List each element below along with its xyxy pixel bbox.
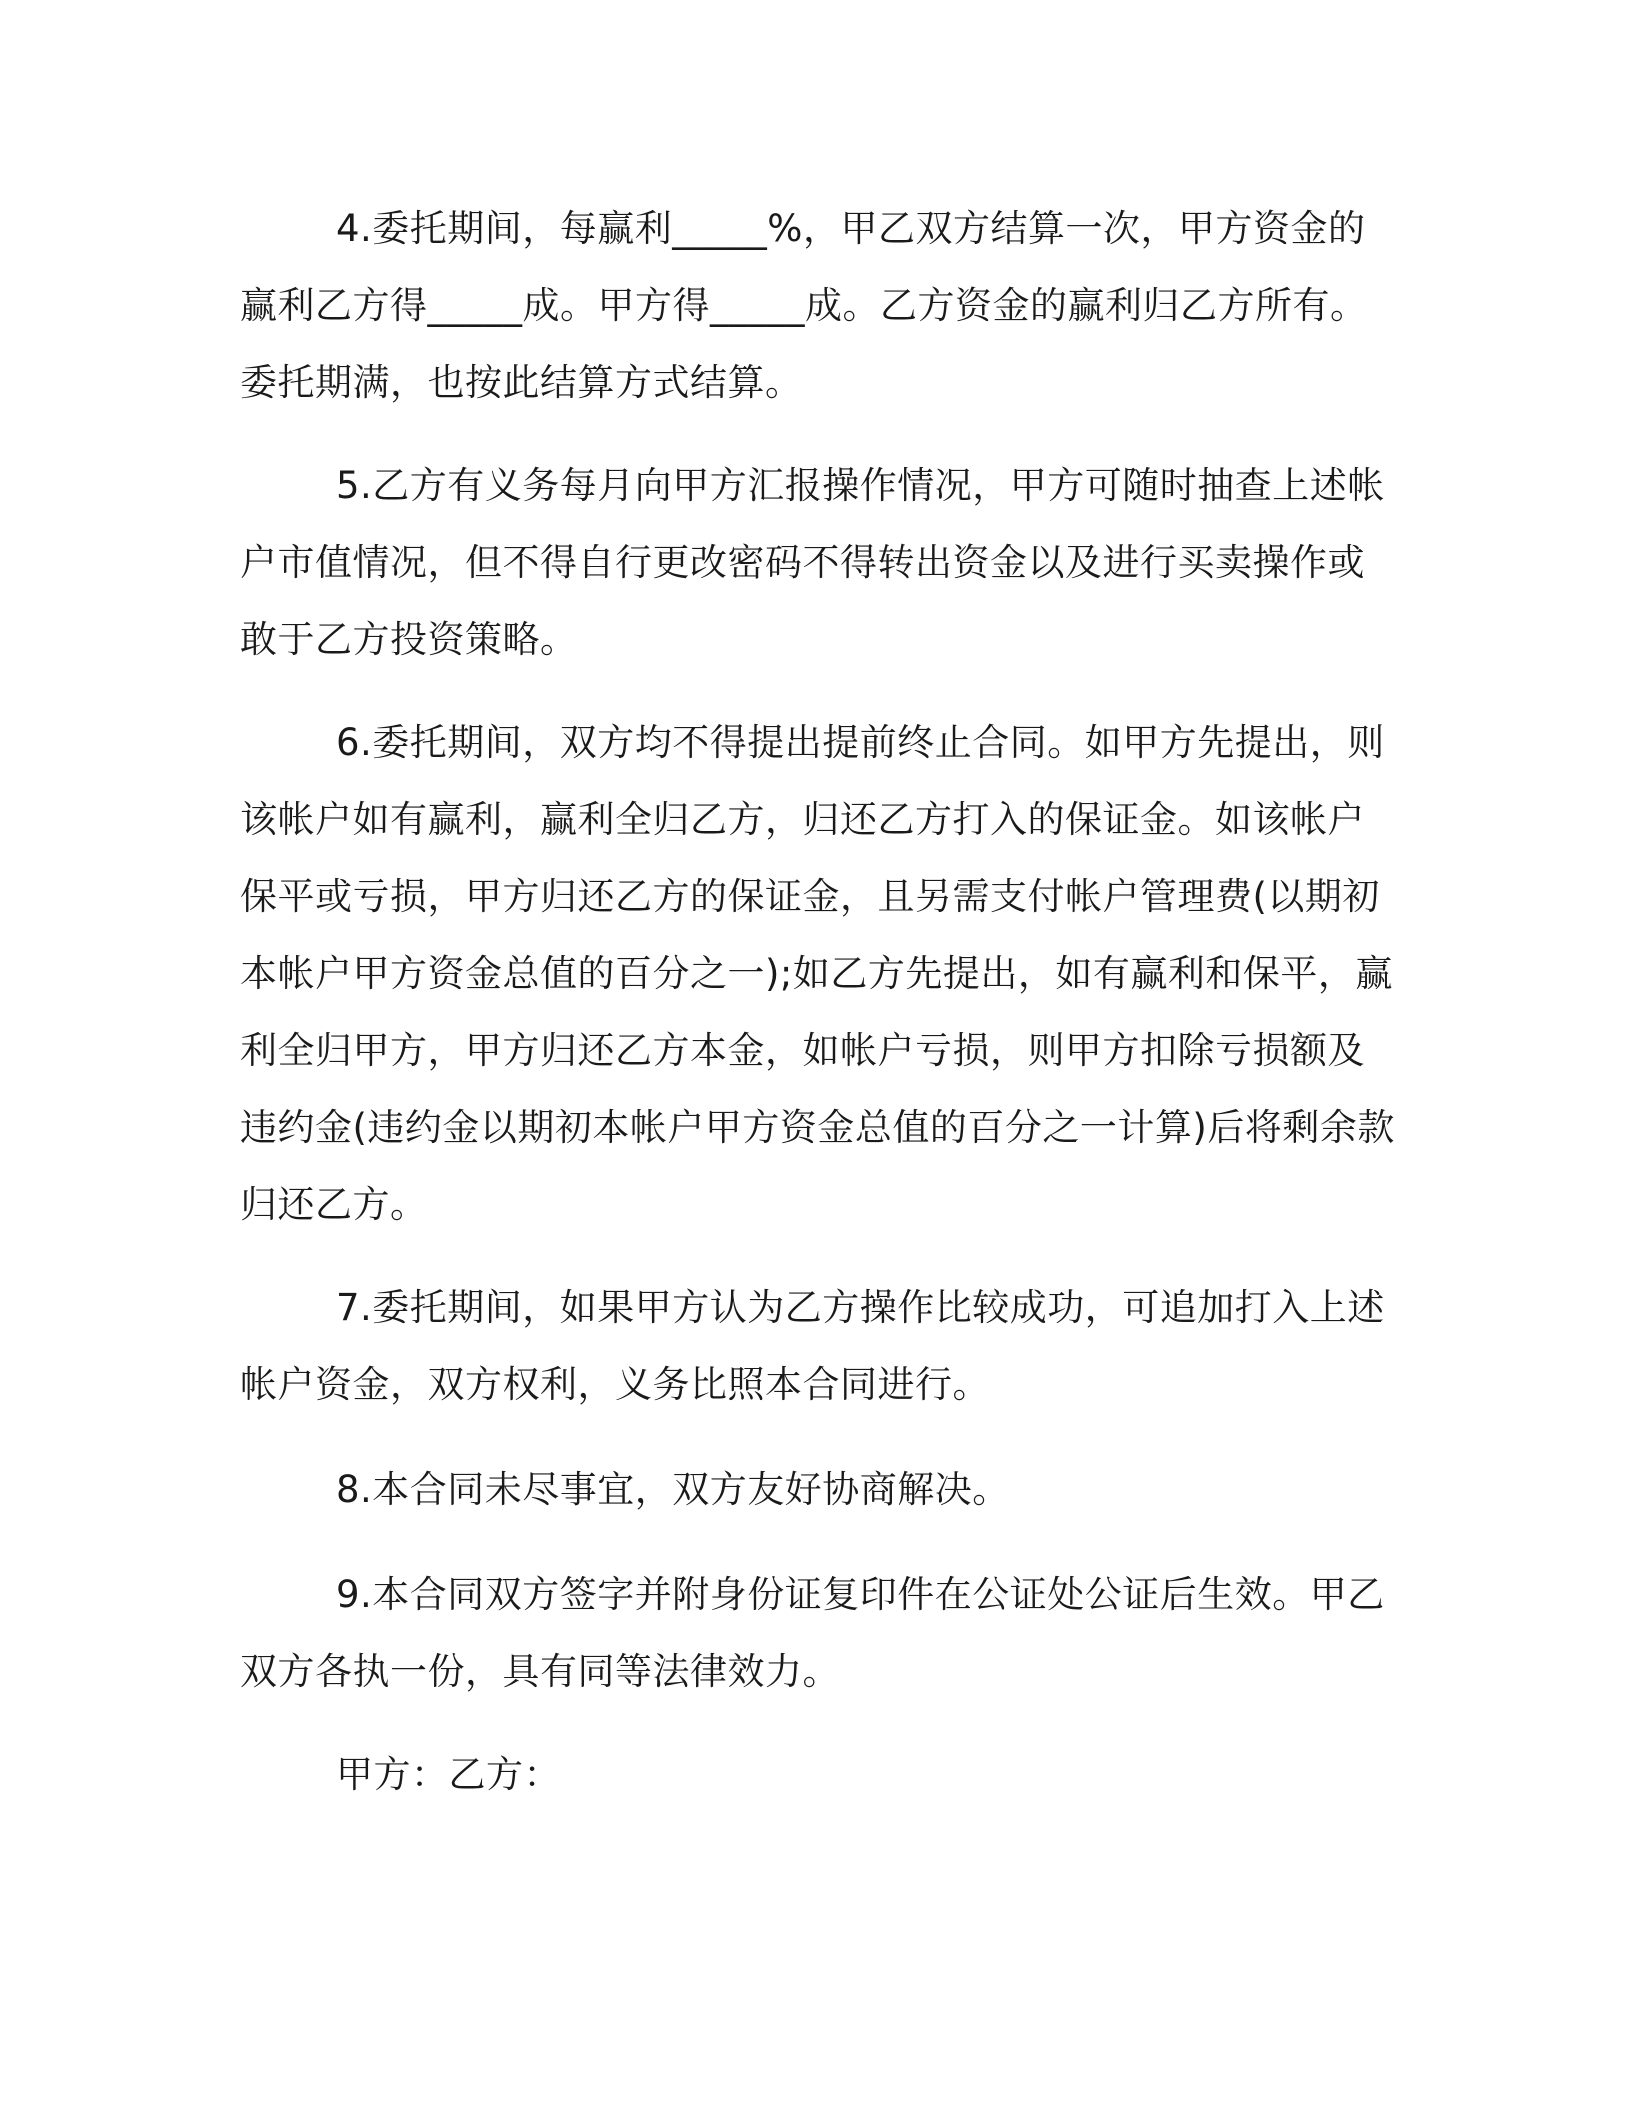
- clause-7: [240, 1269, 1390, 1423]
- clause-line: 7.委托期间，如果甲方认为乙方操作比较成功，可追加打入上述: [336, 1286, 1385, 1329]
- clause-line: 委托期满，也按此结算方式结算。: [240, 361, 803, 404]
- paragraph-spacer: [240, 1423, 1390, 1451]
- clause-line: 6.委托期间，双方均不得提出提前终止合同。如甲方先提出，则: [336, 721, 1385, 764]
- clause-line: 8.本合同未尽事宜，双方友好协商解决。: [336, 1468, 1010, 1511]
- clause-line: 4.委托期间，每赢利_____%，甲乙双方结算一次，甲方资金的: [336, 207, 1366, 250]
- clause-line: 敢于乙方投资策略。: [240, 618, 578, 661]
- paragraph-spacer: [240, 1243, 1390, 1269]
- clause-line: 9.本合同双方签字并附身份证复印件在公证处公证后生效。甲乙: [336, 1573, 1385, 1616]
- signature-block: [240, 1736, 1390, 1813]
- clause-6: [240, 704, 1395, 1243]
- paragraph-spacer: [240, 678, 1390, 704]
- clause-line: 归还乙方。: [240, 1183, 428, 1226]
- signature-parties: 甲方：乙方：: [336, 1753, 561, 1796]
- clause-line: 违约金(违约金以期初本帐户甲方资金总值的百分之一计算)后将剩余款: [240, 1106, 1395, 1149]
- clause-line: 5.乙方有义务每月向甲方汇报操作情况，甲方可随时抽查上述帐: [336, 464, 1385, 507]
- clause-line: 利全归甲方，甲方归还乙方本金，如帐户亏损，则甲方扣除亏损额及: [240, 1029, 1365, 1072]
- paragraph-spacer: [240, 1710, 1390, 1736]
- clause-line: 保平或亏损，甲方归还乙方的保证金，且另需支付帐户管理费(以期初: [240, 875, 1380, 918]
- clause-5: [240, 447, 1390, 678]
- clause-line: 帐户资金，双方权利，义务比照本合同进行。: [240, 1363, 990, 1406]
- contract-body: [240, 190, 1395, 1813]
- clause-9: [240, 1556, 1390, 1710]
- clause-line: 户市值情况，但不得自行更改密码不得转出资金以及进行买卖操作或: [240, 541, 1365, 584]
- clause-line: 双方各执一份，具有同等法律效力。: [240, 1650, 840, 1693]
- clause-line: 本帐户甲方资金总值的百分之一);如乙方先提出，如有赢利和保平，赢: [240, 952, 1393, 995]
- clause-line: 该帐户如有赢利，赢利全归乙方，归还乙方打入的保证金。如该帐户: [240, 798, 1365, 841]
- paragraph-spacer: [240, 421, 1390, 447]
- clause-8: [240, 1451, 1390, 1528]
- paragraph-spacer: [240, 1528, 1390, 1556]
- clause-line: 赢利乙方得_____成。甲方得_____成。乙方资金的赢利归乙方所有。: [240, 284, 1368, 327]
- clause-4: [240, 190, 1390, 421]
